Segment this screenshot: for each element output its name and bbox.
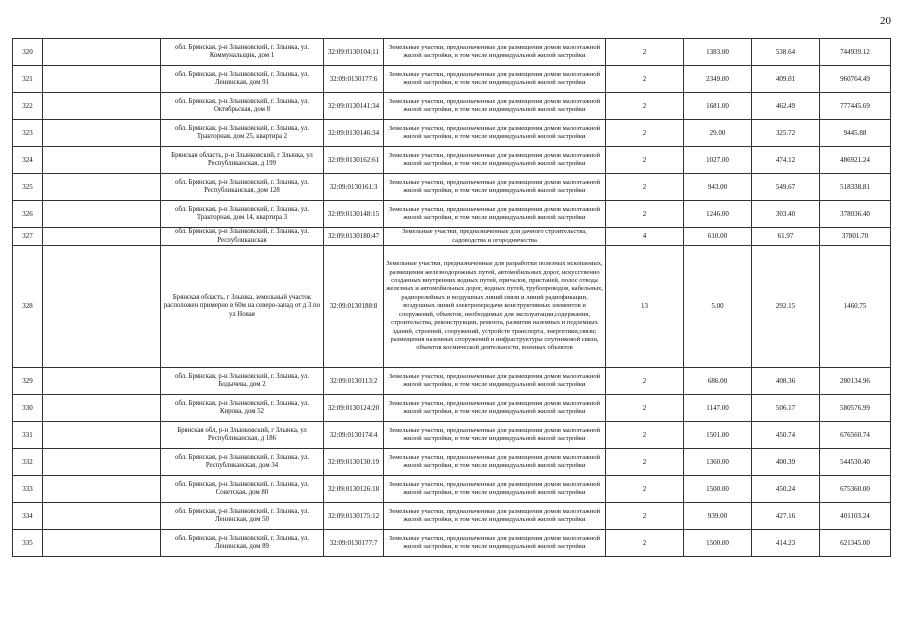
table-row: [13, 93, 891, 120]
spacer-cell: [43, 530, 161, 557]
cadastral-value-cell: 960764.49: [820, 66, 891, 93]
row-number-cell: 331: [13, 422, 43, 449]
cadastral-value-cell: 518338.81: [820, 174, 891, 201]
table-row: [13, 201, 891, 228]
row-number-cell: 320: [13, 39, 43, 66]
land-use-purpose-cell: Земельные участки, предназначенные для размещения домов малоэтажной жилой застройки, в том числе индивидуальной жилой застройки: [384, 39, 606, 66]
land-use-purpose-cell: Земельные участки, предназначенные для размещения домов малоэтажной жилой застройки, в том числе индивидуальной жилой застройки: [384, 449, 606, 476]
land-use-purpose-cell: Земельные участки, предназначенные для размещения домов малоэтажной жилой застройки, в том числе индивидуальной жилой застройки: [384, 503, 606, 530]
page-number: 20: [880, 15, 891, 27]
address-cell: обл. Брянская, р-н Злынковский, г. Злынка, ул. Коммунальщик, дом 1: [161, 39, 324, 66]
land-use-purpose-cell: Земельные участки, предназначенные для размещения домов малоэтажной жилой застройки, в том числе индивидуальной жилой застройки: [384, 368, 606, 395]
area-cell: 29.00: [684, 120, 752, 147]
group-number-cell: 2: [606, 395, 684, 422]
area-cell: 1383.00: [684, 39, 752, 66]
cadastral-value-cell: 280134.96: [820, 368, 891, 395]
table-row: [13, 174, 891, 201]
group-number-cell: 13: [606, 246, 684, 368]
cadastral-number-cell: 32:09:0130126:18: [324, 476, 384, 503]
land-use-purpose-cell: Земельные участки, предназначенные для размещения домов малоэтажной жилой застройки, в том числе индивидуальной жилой застройки: [384, 66, 606, 93]
cadastral-value-cell: 744939.12: [820, 39, 891, 66]
table-row: [13, 530, 891, 557]
area-cell: 1246.00: [684, 201, 752, 228]
specific-value-cell: 61.97: [752, 228, 820, 246]
table-row: [13, 422, 891, 449]
specific-value-cell: 549.67: [752, 174, 820, 201]
cadastral-number-cell: 32:09:0130148:15: [324, 201, 384, 228]
land-use-purpose-cell: Земельные участки, предназначенные для размещения домов малоэтажной жилой застройки, в том числе индивидуальной жилой застройки: [384, 174, 606, 201]
group-number-cell: 2: [606, 147, 684, 174]
address-cell: обл. Брянская, р-н Злынковский, г. Злынка, ул. Тракторная, дом 25, квартира 2: [161, 120, 324, 147]
group-number-cell: 2: [606, 503, 684, 530]
address-cell: Брянская область, г Злынка, земельный участок расположен примерно в 60м на северо-запад от д 3 по ул Новая: [161, 246, 324, 368]
cadastral-number-cell: 32:09:0130130:19: [324, 449, 384, 476]
table-row: [13, 39, 891, 66]
area-cell: 943.00: [684, 174, 752, 201]
row-number-cell: 324: [13, 147, 43, 174]
specific-value-cell: 414.23: [752, 530, 820, 557]
row-number-cell: 334: [13, 503, 43, 530]
cadastral-number-cell: 32:09:0130141:34: [324, 93, 384, 120]
group-number-cell: 2: [606, 530, 684, 557]
area-cell: 1681.00: [684, 93, 752, 120]
area-cell: 939.00: [684, 503, 752, 530]
table-row: [13, 66, 891, 93]
cadastral-number-cell: 32:09:0130175:12: [324, 503, 384, 530]
table-row: [13, 476, 891, 503]
address-cell: обл. Брянская, р-н Злынковский, г. Злынка, ул. Бодычева, дом 2: [161, 368, 324, 395]
table-row: [13, 368, 891, 395]
land-use-purpose-cell: Земельные участки, предназначенные для размещения домов малоэтажной жилой застройки, в том числе индивидуальной жилой застройки: [384, 422, 606, 449]
row-number-cell: 333: [13, 476, 43, 503]
specific-value-cell: 450.24: [752, 476, 820, 503]
cadastral-value-cell: 401103.24: [820, 503, 891, 530]
land-use-purpose-cell: Земельные участки, предназначенные для размещения домов малоэтажной жилой застройки, в том числе индивидуальной жилой застройки: [384, 476, 606, 503]
cadastral-number-cell: 32:09:0130180:47: [324, 228, 384, 246]
area-cell: 2349.00: [684, 66, 752, 93]
table-row: [13, 147, 891, 174]
cadastral-number-cell: 32:09:0130146:34: [324, 120, 384, 147]
area-cell: 1147.00: [684, 395, 752, 422]
address-cell: обл. Брянская, р-н Злынковский, г. Злынка, ул. Октябрьская, дом 8: [161, 93, 324, 120]
table-body: [13, 39, 891, 557]
spacer-cell: [43, 39, 161, 66]
cadastral-value-cell: 621345.00: [820, 530, 891, 557]
cadastral-value-cell: 777445.69: [820, 93, 891, 120]
cadastral-value-cell: 1460.75: [820, 246, 891, 368]
specific-value-cell: 325.72: [752, 120, 820, 147]
area-cell: 1501.00: [684, 422, 752, 449]
spacer-cell: [43, 93, 161, 120]
address-cell: обл. Брянская, р-н Злынковский, г. Злынка, ул. Ленинская, дом 50: [161, 503, 324, 530]
area-cell: 1500.00: [684, 530, 752, 557]
group-number-cell: 2: [606, 120, 684, 147]
table-row: [13, 228, 891, 246]
land-use-purpose-cell: Земельные участки, предназначенные для разработки полезных ископаемых, размещения железнодорожных путей, автомобильных дорог, искусственно созданных внутренних водных путей, причалов, пристаней, полос отвода железных и автомобильных дорог, водных путей, трубопроводов, кабельных, радиорелейных и воздушных линий связи и линий радиофикации, воздушных линий электропередачи конструктивных элементов и сооружений, объектов, необходимых для эксплуатации,содержания, строительства, реконструкции, ремонта, развития наземных и подземных зданий, строений, сооружений, устройств транспорта, энергетики,связи; размещения наземных сооружений и инфраструктуры спутниковой связи, объектов космической деятельности, военных объектов: [384, 246, 606, 368]
specific-value-cell: 506.17: [752, 395, 820, 422]
table-row: [13, 395, 891, 422]
specific-value-cell: 427.16: [752, 503, 820, 530]
group-number-cell: 2: [606, 449, 684, 476]
spacer-cell: [43, 368, 161, 395]
cadastral-value-cell: 486921.24: [820, 147, 891, 174]
address-cell: обл. Брянская, р-н Злынковский, г. Злынка, ул. Республиканская: [161, 228, 324, 246]
spacer-cell: [43, 422, 161, 449]
table-row: [13, 449, 891, 476]
cadastral-number-cell: 32:09:0130113:2: [324, 368, 384, 395]
cadastral-value-cell: 676560.74: [820, 422, 891, 449]
row-number-cell: 322: [13, 93, 43, 120]
address-cell: обл. Брянская, р-н Злынковский, г. Злынка, ул. Советская, дом 80: [161, 476, 324, 503]
row-number-cell: 328: [13, 246, 43, 368]
row-number-cell: 321: [13, 66, 43, 93]
address-cell: обл. Брянская, р-н Злынковский, г. Злынка, ул. Ленинская, дом 89: [161, 530, 324, 557]
cadastral-number-cell: 32:09:0130177:7: [324, 530, 384, 557]
group-number-cell: 2: [606, 66, 684, 93]
land-use-purpose-cell: Земельные участки, предназначенные для размещения домов малоэтажной жилой застройки, в том числе индивидуальной жилой застройки: [384, 93, 606, 120]
spacer-cell: [43, 228, 161, 246]
area-cell: 5.00: [684, 246, 752, 368]
table-row: [13, 120, 891, 147]
specific-value-cell: 450.74: [752, 422, 820, 449]
group-number-cell: 2: [606, 174, 684, 201]
cadastral-number-cell: 32:09:0130161:3: [324, 174, 384, 201]
area-cell: 686.00: [684, 368, 752, 395]
area-cell: 610.00: [684, 228, 752, 246]
land-use-purpose-cell: Земельные участки, предназначенные для размещения домов малоэтажной жилой застройки, в том числе индивидуальной жилой застройки: [384, 120, 606, 147]
land-use-purpose-cell: Земельные участки, предназначенные для размещения домов малоэтажной жилой застройки, в том числе индивидуальной жилой застройки: [384, 530, 606, 557]
spacer-cell: [43, 476, 161, 503]
specific-value-cell: 409.01: [752, 66, 820, 93]
cadastral-number-cell: 32:09:0130124:20: [324, 395, 384, 422]
address-cell: Брянская обл, р-н Злынковский, г Злынка, ул Республиканская, д 186: [161, 422, 324, 449]
address-cell: обл. Брянская, р-н Злынковский, г. Злынка, ул. Республиканская, дом 128: [161, 174, 324, 201]
cadastral-value-cell: 544530.40: [820, 449, 891, 476]
cadastral-number-cell: 32:09:0130104:11: [324, 39, 384, 66]
row-number-cell: 329: [13, 368, 43, 395]
spacer-cell: [43, 246, 161, 368]
specific-value-cell: 292.15: [752, 246, 820, 368]
specific-value-cell: 303.40: [752, 201, 820, 228]
row-number-cell: 330: [13, 395, 43, 422]
cadastral-number-cell: 32:09:0130188:8: [324, 246, 384, 368]
row-number-cell: 335: [13, 530, 43, 557]
spacer-cell: [43, 503, 161, 530]
group-number-cell: 4: [606, 228, 684, 246]
spacer-cell: [43, 174, 161, 201]
spacer-cell: [43, 201, 161, 228]
land-cadastral-table: [12, 38, 891, 557]
land-use-purpose-cell: Земельные участки, предназначенные для дачного строительства, садоводства и огородничества: [384, 228, 606, 246]
address-cell: обл. Брянская, р-н Злынковский, г. Злынка, ул. Тракторная, дом 14, квартира 3: [161, 201, 324, 228]
spacer-cell: [43, 147, 161, 174]
group-number-cell: 2: [606, 368, 684, 395]
land-use-purpose-cell: Земельные участки, предназначенные для размещения домов малоэтажной жилой застройки, в том числе индивидуальной жилой застройки: [384, 395, 606, 422]
group-number-cell: 2: [606, 201, 684, 228]
area-cell: 1500.00: [684, 476, 752, 503]
row-number-cell: 326: [13, 201, 43, 228]
spacer-cell: [43, 395, 161, 422]
area-cell: 1027.00: [684, 147, 752, 174]
row-number-cell: 325: [13, 174, 43, 201]
cadastral-value-cell: 37801.70: [820, 228, 891, 246]
table-row: [13, 246, 891, 368]
area-cell: 1360.00: [684, 449, 752, 476]
row-number-cell: 332: [13, 449, 43, 476]
address-cell: обл. Брянская, р-н Злынковский, г. Злынка, ул. Кирова, дом 52: [161, 395, 324, 422]
specific-value-cell: 400.39: [752, 449, 820, 476]
land-use-purpose-cell: Земельные участки, предназначенные для размещения домов малоэтажной жилой застройки, в том числе индивидуальной жилой застройки: [384, 147, 606, 174]
table-row: [13, 503, 891, 530]
cadastral-value-cell: 378036.40: [820, 201, 891, 228]
cadastral-value-cell: 9445.88: [820, 120, 891, 147]
address-cell: обл. Брянская, р-н Злынковский, г. Злынка, ул. Ленинская, дом 91: [161, 66, 324, 93]
specific-value-cell: 462.49: [752, 93, 820, 120]
group-number-cell: 2: [606, 39, 684, 66]
cadastral-number-cell: 32:09:0130162:61: [324, 147, 384, 174]
spacer-cell: [43, 449, 161, 476]
spacer-cell: [43, 120, 161, 147]
group-number-cell: 2: [606, 422, 684, 449]
spacer-cell: [43, 66, 161, 93]
row-number-cell: 327: [13, 228, 43, 246]
specific-value-cell: 474.12: [752, 147, 820, 174]
cadastral-number-cell: 32:09:0130177:6: [324, 66, 384, 93]
row-number-cell: 323: [13, 120, 43, 147]
cadastral-value-cell: 580576.99: [820, 395, 891, 422]
cadastral-number-cell: 32:09:0130174:4: [324, 422, 384, 449]
address-cell: Брянская область, р-н Злынковский, г Злынка, ул Республиканская, д 199: [161, 147, 324, 174]
specific-value-cell: 408.36: [752, 368, 820, 395]
address-cell: обл. Брянская, р-н Злынковский, г. Злынка, ул. Республиканская, дом 34: [161, 449, 324, 476]
cadastral-value-cell: 675360.00: [820, 476, 891, 503]
group-number-cell: 2: [606, 93, 684, 120]
group-number-cell: 2: [606, 476, 684, 503]
land-use-purpose-cell: Земельные участки, предназначенные для размещения домов малоэтажной жилой застройки, в том числе индивидуальной жилой застройки: [384, 201, 606, 228]
specific-value-cell: 538.64: [752, 39, 820, 66]
